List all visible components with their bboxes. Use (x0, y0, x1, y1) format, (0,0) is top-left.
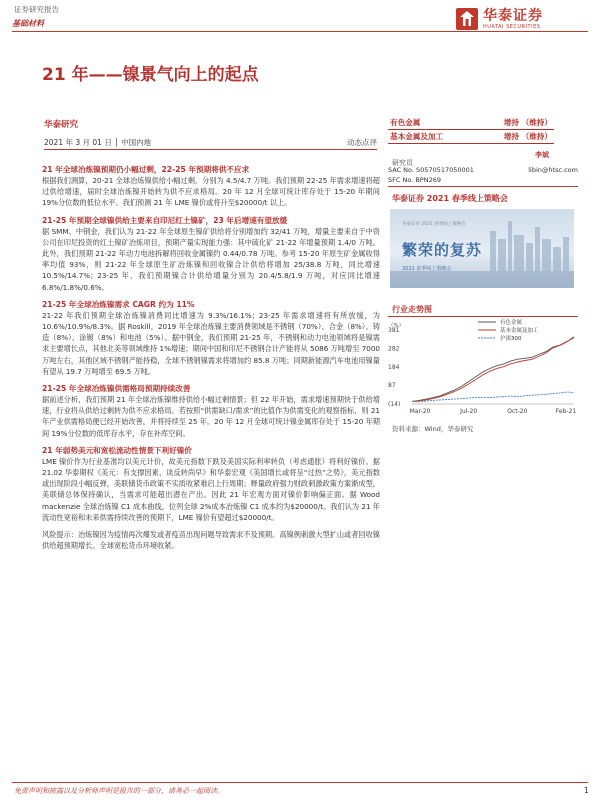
section-body: 根据我们测算，20-21 全球冶炼镍供给小幅过剩，分别为 4.5/4.7 万吨。我们预期 22-25 年需求增速将超过供给增速，届时全球冶炼镍开始转为供不应求格局。20 年 12 月全球可统计库存处于 15-20 年期间 19%分位数的低位水平。我们预测 21 年 LME 镍价或将升至$20000/t 以上。 (42, 176, 380, 208)
meta-row (44, 137, 377, 148)
report-type: 动态点评 (347, 138, 377, 147)
trend-divider (388, 316, 578, 317)
section-body: 据 SMM、中钢金，我们认为 21-22 年全球原生镍矿供给将分别增加约 32/41 万吨，增量主要来自于中资公司在印尼投资的红土镍矿冶炼项目，预期产量实现能力强：其中硫化矿 21-22 年增量预期 1.4/0 万吨。此外，我们预期 21-22 年动力电池拆解将回收金属镍约 0.44/0.78 万吨。参考 15-20 年原生矿金属收得率均值 93%，则 21-22 年全球原生矿冶炼镍和回收镍合计供给将增加 25/38.8 万吨，同比增速 10.5%/14.7%；23-25 年，我们预期镍合计供给增量分别为 20.4/5.8/1.9 万吨，对应同比增速 6.8%/1.8%/0.6%。 (42, 226, 380, 292)
promo-small-text: 华泰证券 2021 春季线上策略会 (402, 222, 466, 227)
logo-english-text: HUATAI SECURITIES (483, 23, 541, 30)
y-tick-label: (14) (388, 401, 401, 408)
risk-warning: 风险提示：冶炼镍因为疫情再次爆发或者疫苗出现问题导致需求不及预期。高镍例刺激大型扩山或者回收镍供给超预期增长。全球宽松货币环境收紧。 (42, 530, 380, 551)
x-tick-label: Oct-20 (507, 408, 528, 415)
section-body: 21-22 年我们预期全球冶炼镍消费同比增速为 9.3%/16.1%；23-25 年需求增速将有所放缓，为 10.6%/10.9%/8.3%。据 Roskill，2019 年全球冶炼镍主要消费领域是不锈钢（70%）、合金（8%）、铸造（8%）、涂镀（8%）和电池（5%）。据中钢金，我们预期 21-25 年，不锈钢和动力电池领域将是镍需求主要增长点，其他北美等领域维持 1%增速；期间中国和印尼不锈钢合计产能将从 5086 万吨增至 7000 万吨左右，其他区域不锈钢产能持稳，全球不锈钢镍需求将增加约 85.8 万吨；同期新能源汽车电池用镍量有望从 19.7 万吨增至 69.5 万吨。 (42, 310, 380, 376)
y-tick-label: 282 (388, 345, 400, 353)
rating-sector: 基本金属及加工 (390, 132, 444, 141)
legend-label: 有色金属 (500, 320, 523, 326)
legend-label: 沪深300 (500, 336, 522, 342)
y-axis-label: （%） (388, 323, 405, 329)
org-name: 华泰研究 (44, 120, 79, 130)
sac-number: SAC No. S0570517050001 (388, 166, 474, 174)
analyst-role: 研究员 (392, 159, 413, 167)
analyst-divider (388, 186, 578, 187)
company-logo (456, 6, 596, 32)
report-title: 21 年——镍景气向上的起点 (42, 65, 259, 85)
main-content (42, 160, 380, 557)
analyst-email[interactable]: libin@htsc.com (528, 166, 578, 174)
y-tick-label: 381 (388, 327, 400, 334)
section-2 (42, 215, 380, 293)
section-3 (42, 299, 380, 377)
y-tick-label: 184 (388, 363, 400, 371)
x-tick-label: Mar-20 (409, 408, 431, 415)
header-divider (12, 31, 588, 32)
analyst-info (388, 166, 578, 185)
section-heading: 21-25 年全球冶炼镍供需格局预期持续改善 (42, 384, 191, 394)
analyst-name: 李斌 (535, 151, 549, 159)
section-heading: 21-25 年预期全球镍供给主要来自印尼红土镍矿，23 年后增速有望放缓 (42, 215, 288, 225)
trend-chart-title: 行业走势图 (392, 305, 432, 314)
section-heading: 21 年弱势美元和宽松流动性情景下利好镍价 (42, 445, 192, 455)
rating-value: 增持 （维持） (503, 132, 552, 141)
x-tick-label: Jul-20 (460, 408, 478, 415)
promo-banner[interactable] (390, 209, 574, 288)
industry-trend-chart (386, 318, 582, 420)
rating-box (388, 116, 554, 144)
legend-label: 基本金属及加工 (500, 328, 539, 334)
doc-type-label: 证券研究报告 (14, 5, 59, 14)
chart-source: 资料来源：Wind，华泰研究 (392, 425, 474, 433)
sfc-number: SFC No. BPN269 (388, 175, 441, 184)
section-tag: 基础材料 (12, 19, 44, 28)
date-region: 2021 年 3 月 01 日 │ 中国内地 (44, 138, 152, 147)
huatai-logo-icon (456, 8, 478, 30)
x-tick-label: Feb-21 (555, 408, 577, 415)
promo-subtitle: 2021 春季线上策略会 (402, 266, 452, 272)
footer-divider (12, 782, 588, 783)
rating-row (388, 116, 554, 130)
promo-title: 华泰证券 2021 春季线上策略会 (392, 194, 508, 203)
risk-section (42, 529, 380, 551)
section-heading: 21-25 年全球冶炼镍需求 CAGR 约为 11% (42, 299, 195, 309)
logo-chinese-text: 华泰证券 (483, 7, 543, 24)
meta-divider (44, 149, 377, 150)
section-body: 据前述分析，我们预期 21 年全球冶炼镍维持供给小幅过剩情景；但 22 年开始，需求增速预期快于供给增速，行业将从供给过剩转为供不应求格局。若按照“供需缺口/需求”的比值作为供需变化的观察指标，则 21 年产业供需格局便已经开始改善，并将持续至 25 年。20 年 12 月全球可统计镍金属库存处于 15-20 年期间 19%分位数的低库存水平，存在补库空间。 (42, 395, 380, 438)
series-line-2 (412, 337, 574, 402)
section-4 (42, 383, 380, 439)
promo-headline: 繁荣的复苏 (402, 241, 483, 259)
rating-sector: 有色金属 (390, 118, 421, 127)
section-body: LME 镍价作为行业基准均以美元计价，故美元指数下跌及美国实际利率转负（考虑通胀）将利好镍价。据 21.02 华泰期权《美元：有支撑因素，谈反转尚早》和华泰宏观《美国增长或将呈“过热”之势》，美元指数或出现阶段小幅反弹，美联储货币政策不实质收紧难启上行周期；释量政府强力财政刺激政策方案渐成型，美联储总体保持确认，当需求可能超出潜在产出。因此 21 年宏观方面对镍价影响偏正面。据 Wood mackenzie 全球冶炼镍 C1 成本曲线，位列全球 2%成本冶炼镍 C1 成本约为$20000/t。我们认为 21 年流动性宽裕和未来供需持续改善的预期下，LME 镍价有望超过$20000/t。 (42, 456, 380, 522)
section-1 (42, 164, 380, 209)
disclaimer-note: 免责声明和披露以及分析师声明是报告的一部分，请务必一起阅读。 (14, 787, 224, 795)
section-5 (42, 445, 380, 523)
rating-row (388, 130, 554, 144)
page-number: 1 (584, 786, 589, 795)
y-tick-label: 87 (388, 382, 396, 390)
section-heading: 21 年全球冶炼镍预期仍小幅过剩，22-25 年预期将供不应求 (42, 165, 250, 174)
rating-value: 增持 （维持） (503, 118, 552, 127)
